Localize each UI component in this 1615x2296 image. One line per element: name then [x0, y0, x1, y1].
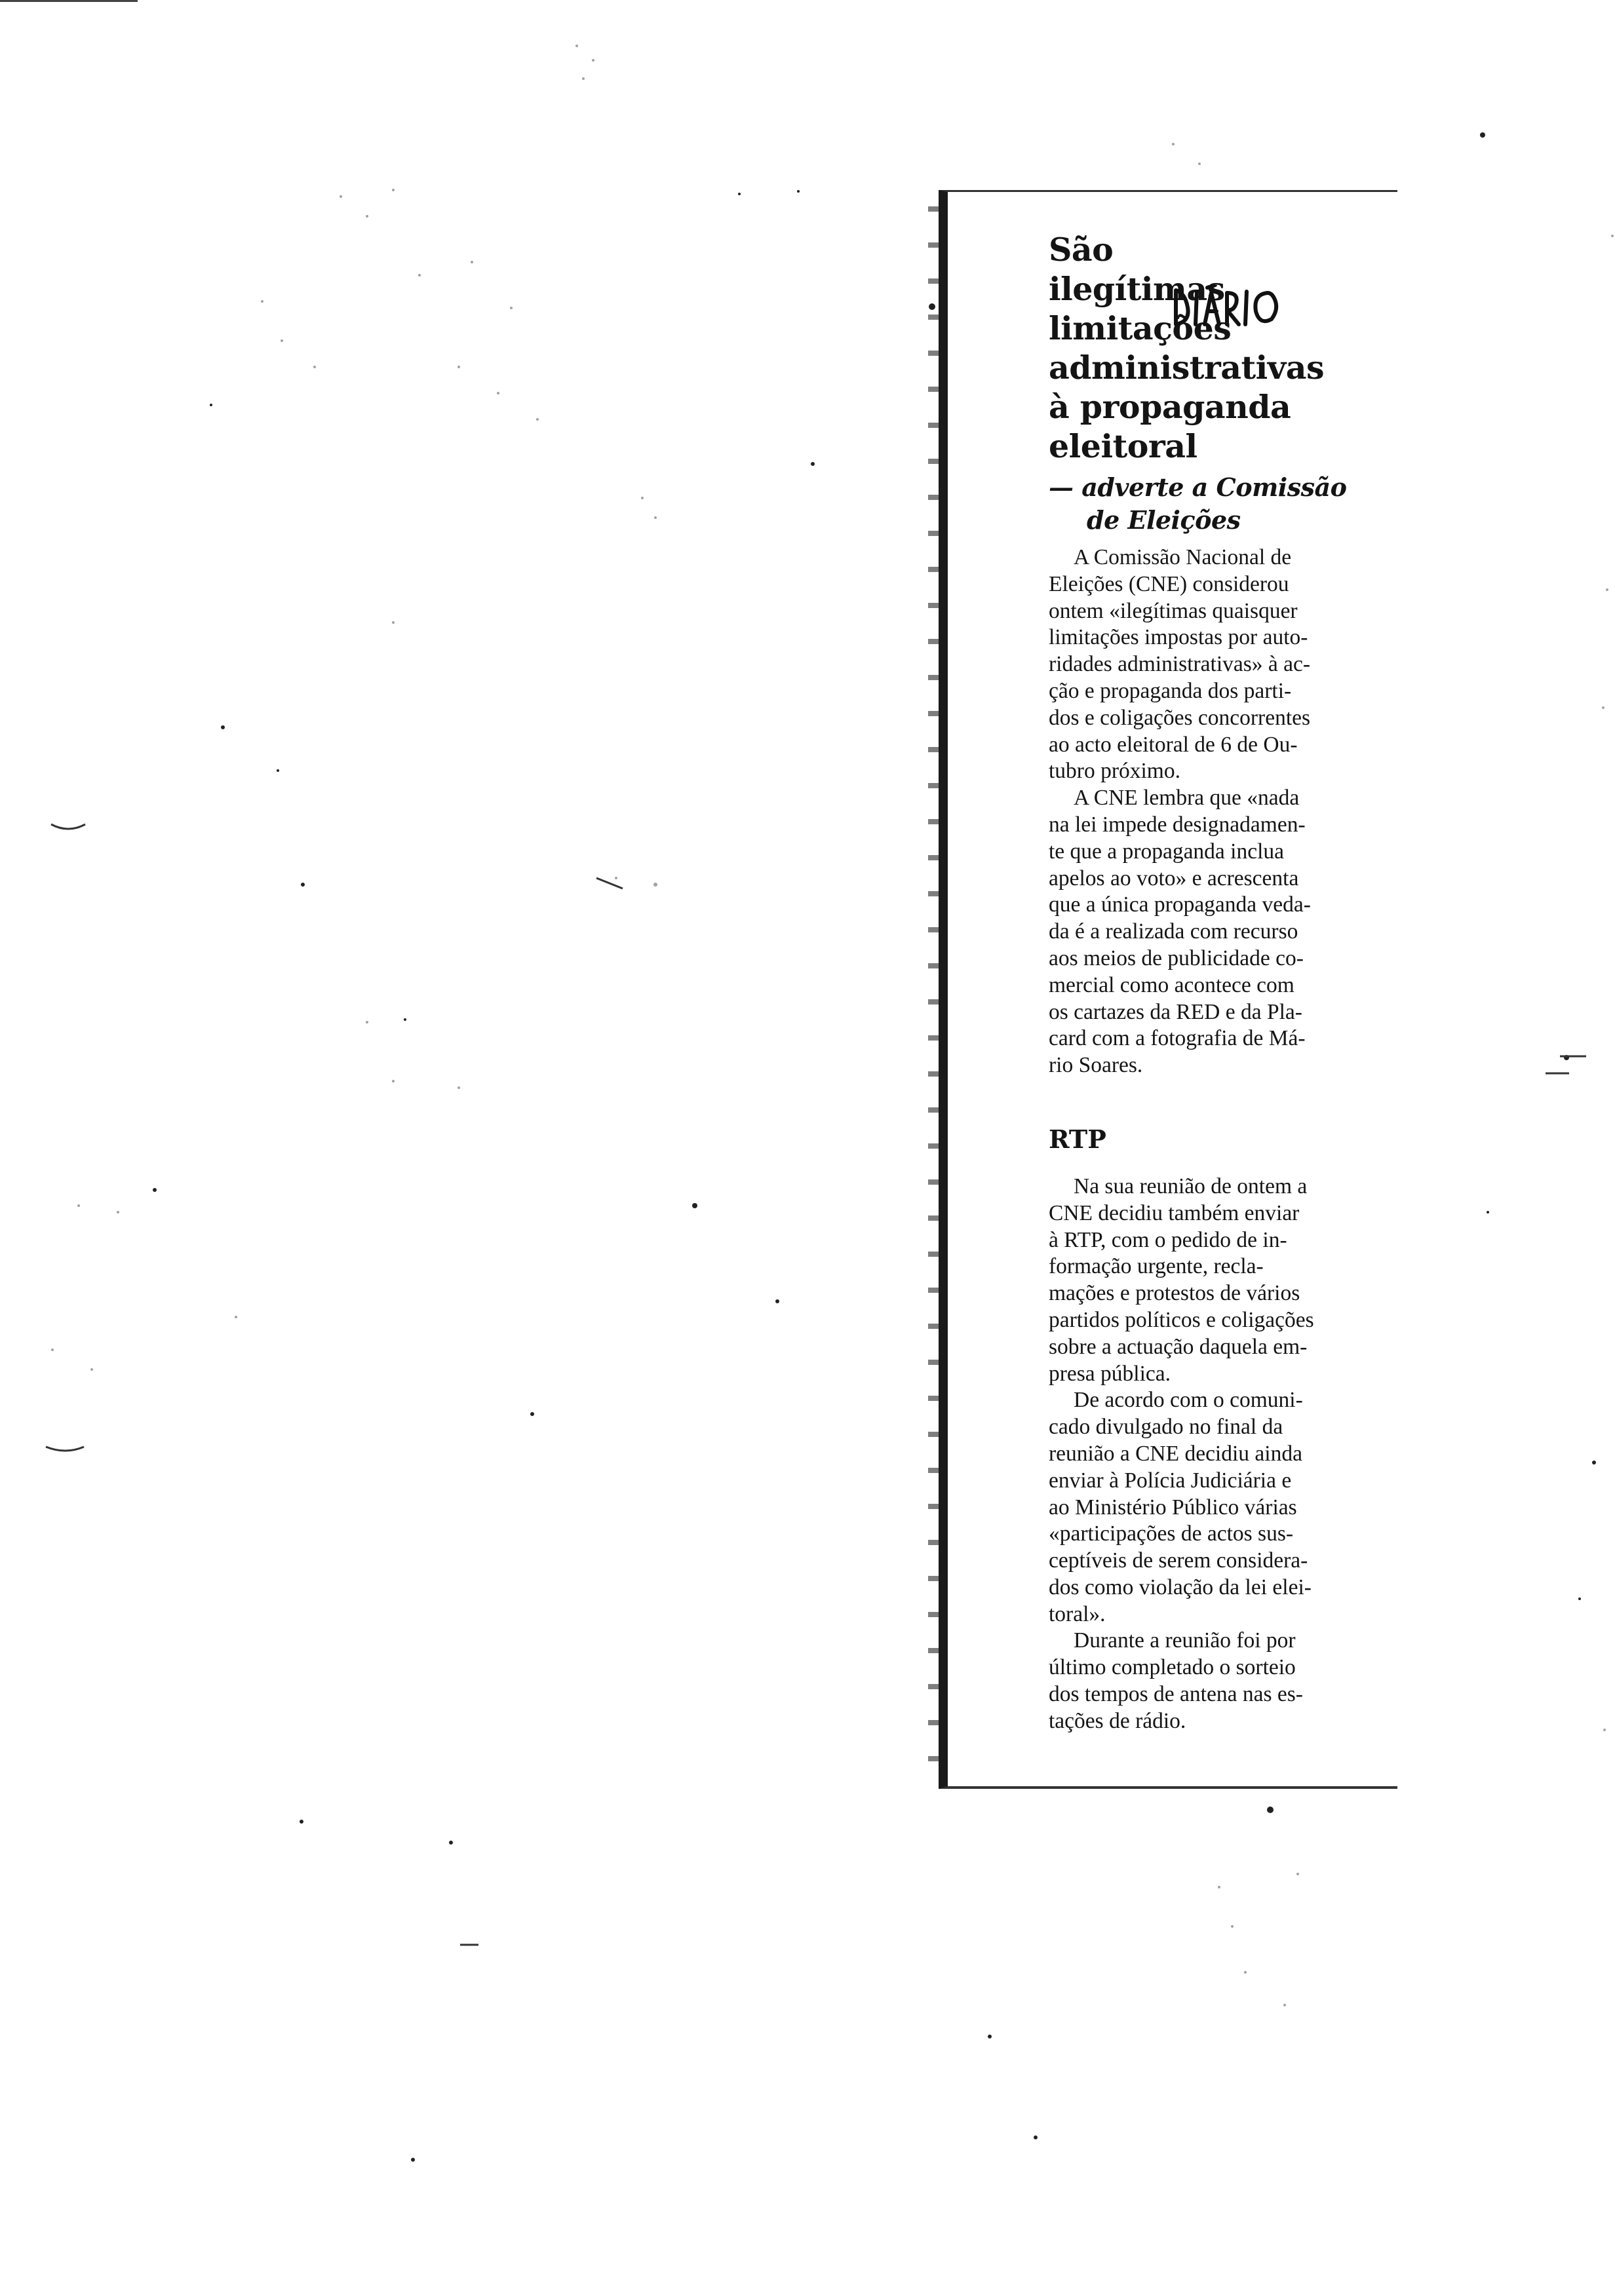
text-line: que a única propaganda veda- — [1049, 892, 1311, 917]
text-line: rio Soares. — [1049, 1053, 1143, 1078]
text-line: De acordo com o comuni- — [1074, 1388, 1303, 1413]
text-line: ontem «ilegítimas quaisquer — [1049, 598, 1298, 623]
subheadline-line: — adverte a Comissão — [1049, 472, 1347, 502]
text-line: dos como violação da lei elei- — [1049, 1575, 1312, 1599]
text-line: A Comissão Nacional de — [1074, 545, 1292, 569]
text-line: na lei impede designadamen- — [1049, 812, 1306, 837]
handwritten-note — [1171, 285, 1282, 328]
text-line: CNE decidiu também enviar — [1049, 1200, 1300, 1225]
text-line: à RTP, com o pedido de in- — [1049, 1227, 1287, 1252]
text-line: tubro próximo. — [1049, 759, 1180, 784]
text-line: ao acto eleitoral de 6 de Ou- — [1049, 732, 1298, 757]
section-paragraph — [1049, 1174, 1393, 1387]
top-rule — [0, 0, 138, 2]
text-line: ao Ministério Público várias — [1049, 1495, 1297, 1520]
text-line: enviar à Polícia Judiciária e — [1049, 1468, 1292, 1493]
headline-line: administrativas — [1049, 349, 1325, 387]
text-line: partidos políticos e coligações — [1049, 1307, 1314, 1332]
text-line: Na sua reunião de ontem a — [1074, 1174, 1308, 1198]
subheadline — [1049, 471, 1393, 537]
text-line: A CNE lembra que «nada — [1074, 786, 1300, 811]
text-line: ção e propaganda dos parti- — [1049, 678, 1292, 703]
text-line: card com a fotografia de Má- — [1049, 1026, 1306, 1051]
section-heading: RTP — [1049, 1124, 1106, 1154]
text-line: dos e coligações concorrentes — [1049, 705, 1311, 730]
text-line: reunião a CNE decidiu ainda — [1049, 1441, 1302, 1466]
text-line: «participações de actos sus- — [1049, 1521, 1294, 1546]
text-line: ceptíveis de serem considera- — [1049, 1548, 1308, 1573]
text-line: apelos ao voto» e acrescenta — [1049, 866, 1299, 890]
text-line: toral». — [1049, 1601, 1106, 1626]
headline-line: eleitoral — [1049, 427, 1197, 465]
text-line: mações e protestos de vários — [1049, 1281, 1300, 1306]
text-line: aos meios de publicidade co- — [1049, 946, 1304, 970]
text-line: Eleições (CNE) considerou — [1049, 571, 1289, 596]
text-line: te que a propaganda inclua — [1049, 839, 1285, 864]
text-line: dos tempos de antena nas es- — [1049, 1682, 1303, 1707]
text-line: presa pública. — [1049, 1361, 1171, 1386]
section-paragraph — [1049, 1628, 1393, 1734]
text-line: ridades administrativas» à ac- — [1049, 652, 1311, 677]
text-line: Durante a reunião foi por — [1074, 1628, 1296, 1653]
headline-line: São — [1049, 231, 1114, 269]
text-line: último completado o sorteio — [1049, 1655, 1296, 1680]
text-line: formação urgente, recla- — [1049, 1254, 1264, 1279]
text-line: cado divulgado no final da — [1049, 1415, 1283, 1440]
text-line: os cartazes da RED e da Pla- — [1049, 999, 1302, 1024]
newspaper-clipping — [939, 190, 1397, 1789]
headline-line: à propaganda — [1049, 388, 1291, 426]
section-paragraph — [1049, 1387, 1393, 1628]
body-paragraph — [1049, 545, 1393, 785]
subheadline-line: de Eleições — [1087, 505, 1241, 535]
text-line: mercial como acontece com — [1049, 972, 1294, 997]
text-line: tações de rádio. — [1049, 1708, 1186, 1733]
headline-line: ilegítimas — [1049, 270, 1225, 308]
text-line: limitações impostas por auto- — [1049, 625, 1308, 650]
text-line: da é a realizada com recurso — [1049, 919, 1298, 944]
headline-line: limitações — [1049, 309, 1232, 347]
body-paragraph — [1049, 785, 1393, 1079]
headline — [1049, 230, 1393, 466]
article-column — [1049, 230, 1393, 1735]
text-line: sobre a actuação daquela em- — [1049, 1334, 1308, 1359]
